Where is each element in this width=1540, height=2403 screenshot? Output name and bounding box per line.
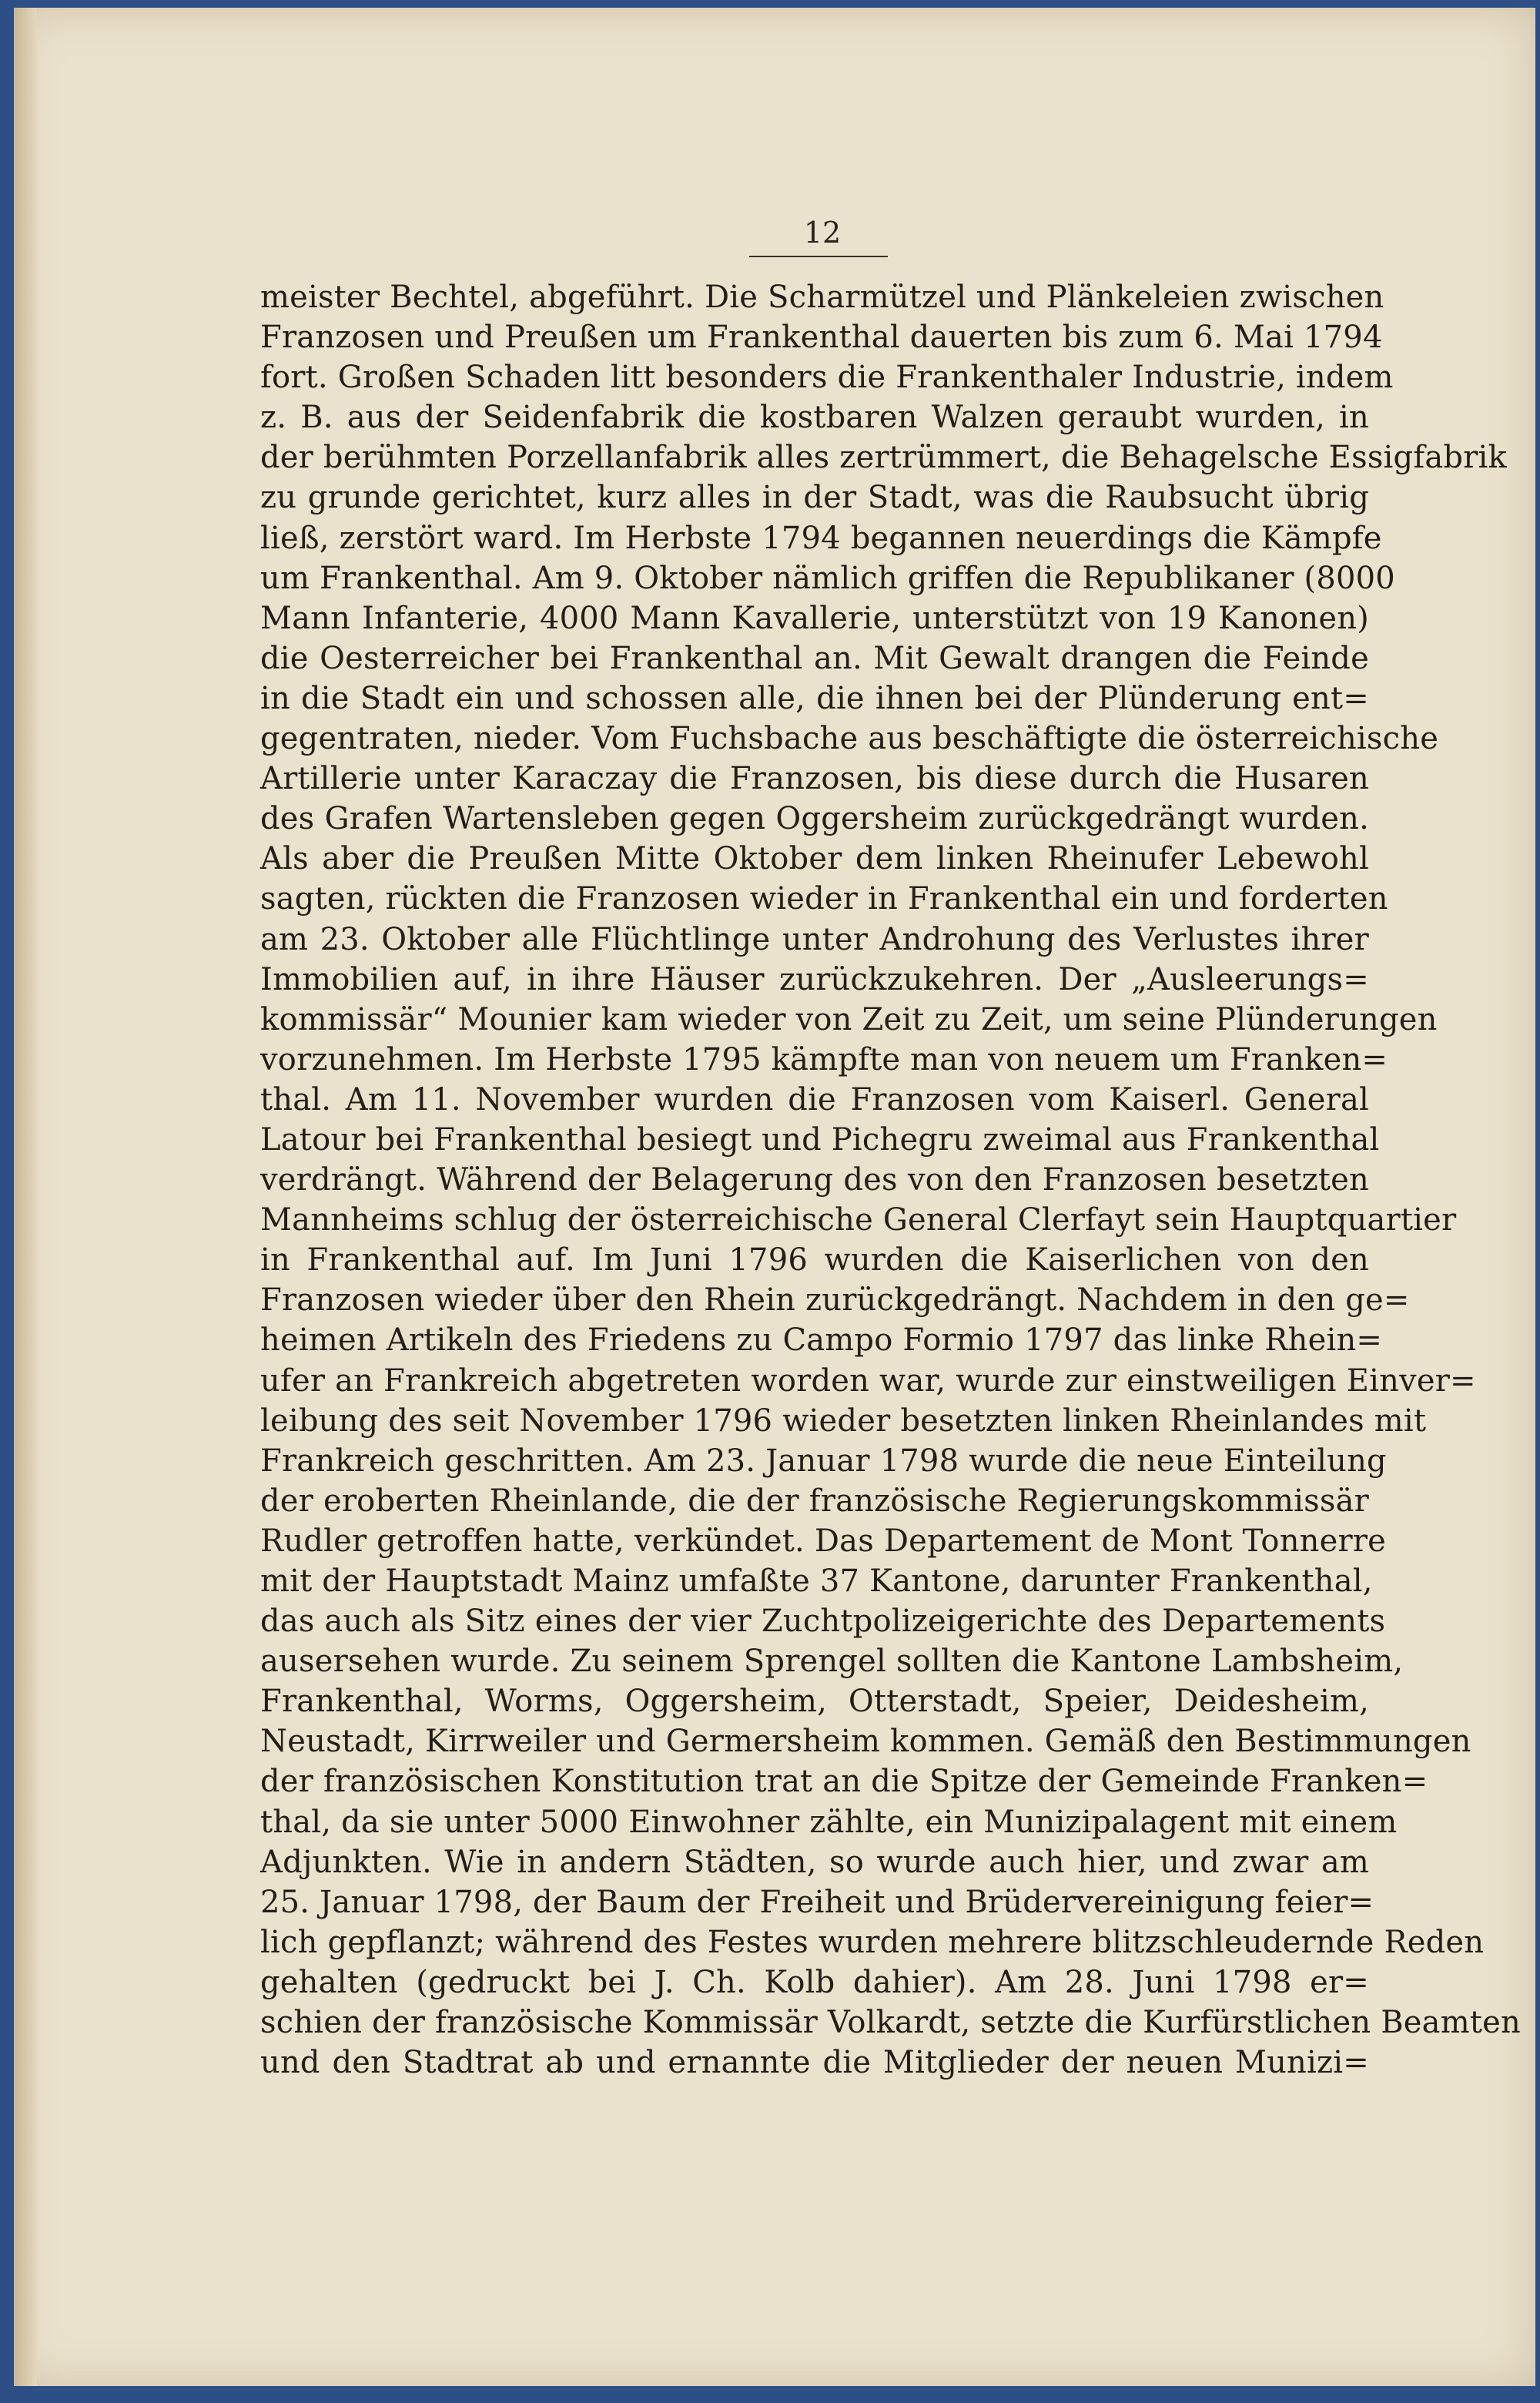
text-line: der französischen Konstitution trat an die Spitze der Gemeinde Franken=	[260, 1764, 1428, 1800]
text-line: thal, da sie unter 5000 Einwohner zählte, ein Munizipalagent mit einem	[260, 1804, 1398, 1840]
page-spine-shadow	[14, 8, 37, 2386]
text-line: leibung des seit November 1796 wieder besetzten linken Rheinlandes mit	[260, 1403, 1427, 1439]
page-number: 12	[803, 216, 842, 250]
text-line: der berühmten Porzellanfabrik alles zertrümmert, die Behagelsche Essigfabrik	[260, 440, 1507, 476]
text-line: fort. Großen Schaden litt besonders die Frankenthaler Industrie, indem	[260, 360, 1394, 396]
text-line: mit der Hauptstadt Mainz umfaßte 37 Kantone, darunter Frankenthal,	[260, 1563, 1373, 1599]
text-line: ließ, zerstört ward. Im Herbste 1794 begannen neuerdings die Kämpfe	[260, 520, 1382, 556]
text-line: und den Stadtrat ab und ernannte die Mitglieder der neuen Munizi=	[260, 2045, 1369, 2081]
text-line: Frankenthal, Worms, Oggersheim, Otterstadt, Speier, Deidesheim,	[260, 1684, 1369, 1720]
text-line: Franzosen und Preußen um Frankenthal dauerten bis zum 6. Mai 1794	[260, 320, 1383, 356]
text-line: gehalten (gedruckt bei J. Ch. Kolb dahier). Am 28. Juni 1798 er=	[260, 1964, 1369, 2000]
text-line: schien der französische Kommissär Volkardt, setzte die Kurfürstlichen Beamten	[260, 2005, 1521, 2041]
text-line: Neustadt, Kirrweiler und Germersheim kommen. Gemäß den Bestimmungen	[260, 1724, 1471, 1760]
text-line: des Grafen Wartensleben gegen Oggersheim zurückgedrängt wurden.	[260, 801, 1369, 837]
text-line: verdrängt. Während der Belagerung des von den Franzosen besetzten	[260, 1162, 1369, 1198]
text-line: Adjunkten. Wie in andern Städten, so wurde auch hier, und zwar am	[260, 1844, 1369, 1880]
text-line: meister Bechtel, abgeführt. Die Scharmützel und Plänkeleien zwischen	[260, 280, 1384, 315]
text-line: heimen Artikeln des Friedens zu Campo Formio 1797 das linke Rhein=	[260, 1322, 1383, 1359]
body-text	[260, 277, 1521, 2083]
text-line: in die Stadt ein und schossen alle, die ihnen bei der Plünderung ent=	[260, 680, 1369, 716]
text-line: Latour bei Frankenthal besiegt und Pichegru zweimal aus Frankenthal	[260, 1121, 1380, 1158]
page-number-rule	[749, 256, 888, 257]
text-line: das auch als Sitz eines der vier Zuchtpolizeigerichte des Departements	[260, 1604, 1386, 1640]
text-line: vorzunehmen. Im Herbste 1795 kämpfte man von neuem um Franken=	[260, 1041, 1388, 1077]
text-line: Franzosen wieder über den Rhein zurückgedrängt. Nachdem in den ge=	[260, 1282, 1410, 1319]
text-line: Als aber die Preußen Mitte Oktober dem linken Rheinufer Lebewohl	[260, 841, 1369, 877]
text-line: am 23. Oktober alle Flüchtlinge unter Androhung des Verlustes ihrer	[260, 921, 1369, 957]
text-line: der eroberten Rheinlande, die der französische Regierungskommissär	[260, 1483, 1369, 1519]
text-line: gegentraten, nieder. Vom Fuchsbache aus beschäftigte die österreichische	[260, 721, 1439, 757]
text-line: Artillerie unter Karaczay die Franzosen, bis diese durch die Husaren	[260, 761, 1369, 797]
text-line: die Oesterreicher bei Frankenthal an. Mit Gewalt drangen die Feinde	[260, 640, 1369, 676]
book-page	[14, 8, 1535, 2386]
text-line: z. B. aus der Seidenfabrik die kostbaren Walzen geraubt wurden, in	[260, 400, 1369, 436]
text-line: thal. Am 11. November wurden die Franzosen vom Kaiserl. General	[260, 1081, 1369, 1118]
text-line: ufer an Frankreich abgetreten worden war, wurde zur einstweiligen Einver=	[260, 1362, 1476, 1399]
text-line: zu grunde gerichtet, kurz alles in der Stadt, was die Raubsucht übrig	[260, 480, 1369, 516]
text-line: in Frankenthal auf. Im Juni 1796 wurden die Kaiserlichen von den	[260, 1242, 1369, 1279]
text-line: Frankreich geschritten. Am 23. Januar 1798 wurde die neue Einteilung	[260, 1443, 1387, 1479]
text-line: 25. Januar 1798, der Baum der Freiheit und Brüdervereinigung feier=	[260, 1884, 1374, 1920]
text-line: kommissär“ Mounier kam wieder von Zeit zu Zeit, um seine Plünderungen	[260, 1001, 1438, 1037]
text-line: Mannheims schlug der österreichische General Clerfayt sein Hauptquartier	[260, 1202, 1457, 1238]
text-line: sagten, rückten die Franzosen wieder in Frankenthal ein und forderten	[260, 881, 1388, 917]
text-line: ausersehen wurde. Zu seinem Sprengel sollten die Kantone Lambsheim,	[260, 1644, 1404, 1680]
text-line: um Frankenthal. Am 9. Oktober nämlich griffen die Republikaner (8000	[260, 560, 1395, 596]
text-line: lich gepflanzt; während des Festes wurden mehrere blitzschleudernde Reden	[260, 1924, 1485, 1960]
text-line: Immobilien auf, in ihre Häuser zurückzukehren. Der „Ausleerungs=	[260, 961, 1369, 997]
text-line: Rudler getroffen hatte, verkündet. Das Departement de Mont Tonnerre	[260, 1523, 1387, 1559]
text-line: Mann Infanterie, 4000 Mann Kavallerie, unterstützt von 19 Kanonen)	[260, 600, 1369, 636]
